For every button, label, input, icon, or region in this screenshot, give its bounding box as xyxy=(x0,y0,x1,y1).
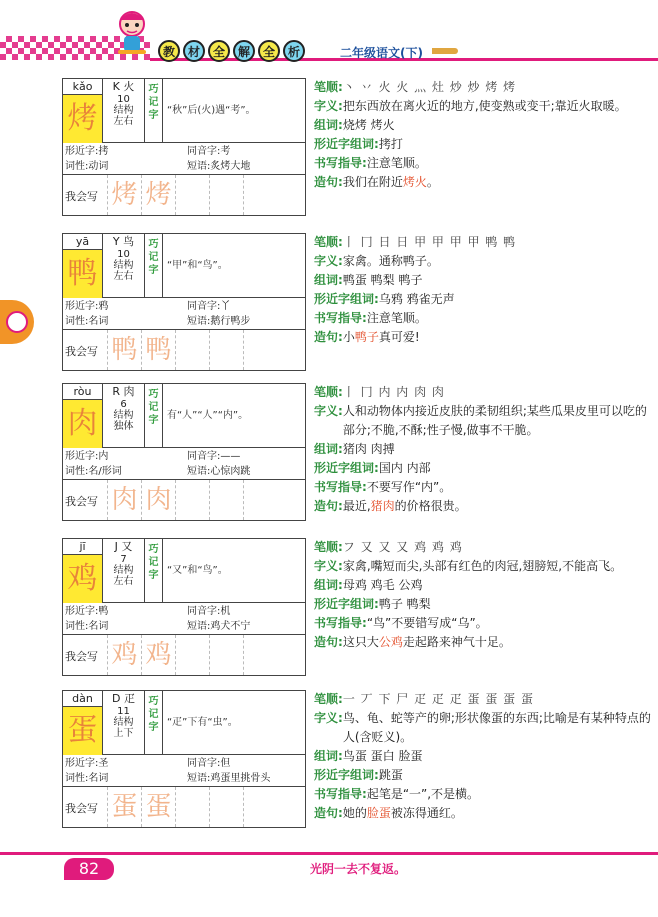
pinyin: dàn xyxy=(63,691,103,707)
writing-guide xyxy=(314,154,654,173)
stroke-order xyxy=(314,383,654,402)
mnemonic-tag-char: 字 xyxy=(148,722,159,733)
mnemonic-tag-char: 巧 xyxy=(148,389,159,400)
similar-char xyxy=(65,604,108,619)
char-relations xyxy=(63,298,305,330)
structure-value: 独体 xyxy=(113,421,134,432)
char-meta xyxy=(103,79,145,143)
value: 国内 内部 xyxy=(378,461,431,475)
value: 丨 冂 日 日 甲 甲 甲 甲 鸭 鸭 xyxy=(342,235,517,249)
label: 同音字: xyxy=(187,758,221,769)
value: 名词 xyxy=(88,316,109,327)
practice-box[interactable] xyxy=(209,787,243,827)
mnemonic-tag-char: 记 xyxy=(148,402,159,413)
word-formation xyxy=(314,747,654,766)
label: 组词: xyxy=(314,273,343,287)
homophone xyxy=(187,299,230,314)
meaning xyxy=(314,402,654,440)
value: 家禽。通称鸭子。 xyxy=(342,254,439,268)
similar-char xyxy=(65,144,108,159)
practice-box[interactable] xyxy=(175,787,209,827)
label: 形近字组词: xyxy=(314,597,379,611)
char-relations xyxy=(63,603,305,635)
label: 组词: xyxy=(314,578,343,592)
practice-char: 烤 xyxy=(107,175,141,215)
value: 起笔是“一”,不是横。 xyxy=(366,787,480,801)
mnemonic-tag-char: 记 xyxy=(148,252,159,263)
word-formation xyxy=(314,271,654,290)
value: 鸭 xyxy=(98,606,109,617)
value: 注意笔顺。 xyxy=(366,156,427,170)
practice-row xyxy=(63,330,305,370)
mnemonic-tag xyxy=(145,79,163,143)
phrase xyxy=(187,464,250,479)
sentence-text: 这只大 xyxy=(342,635,379,649)
value: 圣 xyxy=(98,758,109,769)
value: 机 xyxy=(220,606,231,617)
structure-value: 左右 xyxy=(113,116,134,127)
value: 猪肉 肉搏 xyxy=(342,442,395,456)
value: 家禽,嘴短而尖,头部有红色的肉冠,翅膀短,不能高飞。 xyxy=(342,559,623,573)
label: 笔顺: xyxy=(314,385,343,399)
label: 造句: xyxy=(314,330,343,344)
value: 乌鸦 鸦雀无声 xyxy=(378,292,455,306)
practice-row xyxy=(63,175,305,215)
sentence-text: 我们在附近 xyxy=(342,175,403,189)
mnemonic-tag-char: 记 xyxy=(148,557,159,568)
value: 鹅行鸭步 xyxy=(210,316,251,327)
title-char: 全 xyxy=(208,40,230,62)
phrase xyxy=(187,314,250,329)
practice-label: 我会写 xyxy=(65,650,98,663)
character-card xyxy=(62,538,306,676)
index-radical: J 又 xyxy=(114,540,133,553)
practice-label: 我会写 xyxy=(65,190,98,203)
value: 一 丆 下 尸 疋 疋 疋 蛋 蛋 蛋 蛋 xyxy=(342,692,534,706)
value: 丶 丷 火 火 灬 灶 炒 炒 烤 烤 xyxy=(342,80,517,94)
part-of-speech xyxy=(65,619,108,634)
practice-box[interactable] xyxy=(243,787,277,827)
label: 词性: xyxy=(65,621,89,632)
value: 名词 xyxy=(88,773,109,784)
label: 字义: xyxy=(314,99,343,113)
value: 名词 xyxy=(88,621,109,632)
similar-char-words xyxy=(314,595,654,614)
phrase xyxy=(187,619,250,634)
title-char: 解 xyxy=(233,40,255,62)
sentence-text: 真可爱! xyxy=(378,330,420,344)
character-info xyxy=(314,383,654,516)
label: 词性: xyxy=(65,466,89,477)
similar-char xyxy=(65,449,108,464)
label: 字义: xyxy=(314,711,343,725)
practice-char: 烤 xyxy=(141,175,175,215)
sentence-highlight: 公鸡 xyxy=(378,635,403,649)
label: 组词: xyxy=(314,749,343,763)
practice-box[interactable] xyxy=(209,175,243,215)
char-meta xyxy=(103,234,145,298)
label: 形近字组词: xyxy=(314,461,379,475)
character: 烤 xyxy=(63,95,103,143)
part-of-speech xyxy=(65,159,108,174)
label: 字义: xyxy=(314,404,343,418)
meaning xyxy=(314,252,654,271)
label: 形近字: xyxy=(65,758,99,769)
label: 笔顺: xyxy=(314,540,343,554)
character: 蛋 xyxy=(63,707,103,755)
label: 同音字: xyxy=(187,301,221,312)
value: 鸭子 鸭梨 xyxy=(378,597,431,611)
value: 鸭蛋 鸭梨 鸭子 xyxy=(342,273,423,287)
label: 短语: xyxy=(187,773,211,784)
writing-guide xyxy=(314,785,654,804)
sentence-text: 她的 xyxy=(342,806,367,820)
word-formation xyxy=(314,116,654,135)
label: 形近字组词: xyxy=(314,292,379,306)
pinyin: kǎo xyxy=(63,79,103,95)
label: 同音字: xyxy=(187,451,221,462)
mnemonic-tag-char: 记 xyxy=(148,97,159,108)
structure-value: 上下 xyxy=(113,728,134,739)
practice-char: 鸭 xyxy=(107,330,141,370)
structure-label: 结构 xyxy=(113,717,134,728)
practice-char: 鸭 xyxy=(141,330,175,370)
mnemonic-tag-char: 巧 xyxy=(148,84,159,95)
phrase xyxy=(187,771,270,786)
practice-char: 蛋 xyxy=(107,787,141,827)
practice-char: 鸡 xyxy=(141,635,175,675)
practice-box[interactable] xyxy=(243,635,277,675)
mnemonic-tag xyxy=(145,234,163,298)
mnemonic-tag xyxy=(145,539,163,603)
mnemonic-tag-char: 字 xyxy=(148,415,159,426)
label: 书写指导: xyxy=(314,311,367,325)
page-number: 82 xyxy=(64,858,114,880)
sentence-highlight: 脸蛋 xyxy=(366,806,391,820)
sentence-highlight: 烤火 xyxy=(402,175,427,189)
label: 造句: xyxy=(314,635,343,649)
mnemonic-text: “又”和“鸟”。 xyxy=(167,565,228,576)
practice-label: 我会写 xyxy=(65,802,98,815)
value: 鸟、龟、蛇等产的卵;形状像蛋的东西;比喻是有某种特点的人(含贬义)。 xyxy=(342,711,651,744)
title-char: 材 xyxy=(183,40,205,62)
mnemonic-tag-char: 巧 xyxy=(148,696,159,707)
value: 注意笔顺。 xyxy=(366,311,427,325)
mnemonic-tag-char: 巧 xyxy=(148,239,159,250)
label: 字义: xyxy=(314,254,343,268)
value: 母鸡 鸡毛 公鸡 xyxy=(342,578,423,592)
sentence-text: 的价格很贵。 xyxy=(394,499,467,513)
label: 短语: xyxy=(187,621,211,632)
practice-char: 肉 xyxy=(141,480,175,520)
footer-divider xyxy=(0,852,658,855)
char-meta xyxy=(103,691,145,755)
mnemonic-tag xyxy=(145,691,163,755)
value: 丫 xyxy=(220,301,231,312)
value: 但 xyxy=(220,758,231,769)
mascot-icon xyxy=(112,6,152,58)
value: 动词 xyxy=(88,161,109,172)
label: 形近字: xyxy=(65,451,99,462)
practice-box[interactable] xyxy=(209,635,243,675)
label: 字义: xyxy=(314,559,343,573)
word-formation xyxy=(314,576,654,595)
example-sentence xyxy=(314,497,654,516)
character: 肉 xyxy=(63,400,103,448)
value: 鸡蛋里挑骨头 xyxy=(210,773,271,784)
value: 人和动物体内接近皮肤的柔韧组织;某些瓜果皮里可以吃的部分;不脆,不酥;性子慢,做事不干脆。 xyxy=(342,404,647,437)
sentence-highlight: 鸭子 xyxy=(354,330,379,344)
writing-guide xyxy=(314,614,654,633)
character-card xyxy=(62,78,306,216)
character: 鸡 xyxy=(63,555,103,603)
pinyin: ròu xyxy=(63,384,103,400)
mnemonic-tag-char: 字 xyxy=(148,265,159,276)
practice-box[interactable] xyxy=(243,480,277,520)
index-radical: Y 鸟 xyxy=(112,235,135,248)
label: 笔顺: xyxy=(314,692,343,706)
character-info xyxy=(314,690,654,823)
character-card xyxy=(62,690,306,828)
label: 词性: xyxy=(65,161,89,172)
practice-box[interactable] xyxy=(175,175,209,215)
meaning xyxy=(314,709,654,747)
label: 短语: xyxy=(187,466,211,477)
writing-guide xyxy=(314,478,654,497)
label: 书写指导: xyxy=(314,480,367,494)
label: 笔顺: xyxy=(314,80,343,94)
pinyin: jī xyxy=(63,539,103,555)
similar-char-words xyxy=(314,459,654,478)
pinyin: yā xyxy=(63,234,103,250)
index-radical: D 疋 xyxy=(112,692,135,705)
structure-label: 结构 xyxy=(113,410,134,421)
page-header xyxy=(0,0,658,72)
value: 考 xyxy=(220,146,231,157)
example-sentence xyxy=(314,804,654,823)
value: 内 xyxy=(98,451,109,462)
phrase xyxy=(187,159,250,174)
value: 把东西放在离火近的地方,使变熟或变干;靠近火取暖。 xyxy=(342,99,627,113)
label: 短语: xyxy=(187,316,211,327)
title-char: 全 xyxy=(258,40,280,62)
practice-char: 肉 xyxy=(107,480,141,520)
char-meta xyxy=(103,539,145,603)
stroke-count: 10 xyxy=(117,94,130,105)
character-info xyxy=(314,78,654,192)
label: 书写指导: xyxy=(314,156,367,170)
label: 形近字: xyxy=(65,606,99,617)
homophone xyxy=(187,449,240,464)
example-sentence xyxy=(314,173,654,192)
label: 形近字组词: xyxy=(314,768,379,782)
label: 形近字: xyxy=(65,301,99,312)
label: 同音字: xyxy=(187,146,221,157)
label: 同音字: xyxy=(187,606,221,617)
practice-row xyxy=(63,480,305,520)
char-relations xyxy=(63,143,305,175)
structure-value: 左右 xyxy=(113,576,134,587)
label: 组词: xyxy=(314,442,343,456)
character-card xyxy=(62,383,306,521)
value: 丨 冂 内 内 肉 肉 xyxy=(342,385,445,399)
similar-char-words xyxy=(314,135,654,154)
title-char: 析 xyxy=(283,40,305,62)
label: 短语: xyxy=(187,161,211,172)
label: 词性: xyxy=(65,773,89,784)
value: 名/形词 xyxy=(88,466,122,477)
title-char: 教 xyxy=(158,40,180,62)
practice-char: 蛋 xyxy=(141,787,175,827)
stroke-count: 10 xyxy=(117,249,130,260)
grade-subtitle: 二年级语文(下) xyxy=(340,46,423,60)
writing-guide xyxy=(314,309,654,328)
practice-box[interactable] xyxy=(243,330,277,370)
sentence-text: 走起路来神气十足。 xyxy=(402,635,511,649)
value: 炙烤大地 xyxy=(210,161,251,172)
label: 形近字: xyxy=(65,146,99,157)
mnemonic-text: “疋”下有“虫”。 xyxy=(167,717,238,728)
mnemonic-tag-char: 记 xyxy=(148,709,159,720)
stroke-order xyxy=(314,690,654,709)
label: 词性: xyxy=(65,316,89,327)
mnemonic-tag xyxy=(145,384,163,448)
practice-box[interactable] xyxy=(243,175,277,215)
value: 跳蛋 xyxy=(378,768,403,782)
label: 书写指导: xyxy=(314,787,367,801)
example-sentence xyxy=(314,633,654,652)
word-formation xyxy=(314,440,654,459)
structure-label: 结构 xyxy=(113,105,134,116)
label: 造句: xyxy=(314,499,343,513)
label: 组词: xyxy=(314,118,343,132)
char-meta xyxy=(103,384,145,448)
similar-char-words xyxy=(314,766,654,785)
sentence-highlight: 猪肉 xyxy=(370,499,395,513)
mnemonic-text: 有“人”“人”“内”。 xyxy=(167,410,249,421)
stroke-order xyxy=(314,538,654,557)
mnemonic-tag-char: 字 xyxy=(148,570,159,581)
structure-value: 左右 xyxy=(113,271,134,282)
character-card xyxy=(62,233,306,371)
value: “鸟”不要错写成“乌”。 xyxy=(366,616,488,630)
index-radical: R 肉 xyxy=(112,385,135,398)
similar-char-words xyxy=(314,290,654,309)
sentence-text: 被冻得通红。 xyxy=(390,806,463,820)
meaning xyxy=(314,557,654,576)
example-sentence xyxy=(314,328,654,347)
homophone xyxy=(187,604,230,619)
structure-label: 结构 xyxy=(113,565,134,576)
part-of-speech xyxy=(65,464,122,479)
char-relations xyxy=(63,448,305,480)
mnemonic-tag-char: 字 xyxy=(148,110,159,121)
practice-char: 鸡 xyxy=(107,635,141,675)
value: 烧烤 烤火 xyxy=(342,118,395,132)
pencil-icon xyxy=(432,48,458,54)
book-title xyxy=(158,40,305,62)
stroke-count: 7 xyxy=(120,554,127,565)
practice-label: 我会写 xyxy=(65,495,98,508)
practice-box[interactable] xyxy=(175,330,209,370)
practice-box[interactable] xyxy=(209,330,243,370)
mnemonic-text: “秋”后(火)遇“考”。 xyxy=(167,105,256,116)
homophone xyxy=(187,756,230,771)
value: 不要写作“内”。 xyxy=(366,480,452,494)
stroke-order xyxy=(314,233,654,252)
label: 造句: xyxy=(314,806,343,820)
value: —— xyxy=(220,451,241,462)
character: 鸭 xyxy=(63,250,103,298)
value: 拷打 xyxy=(378,137,403,151)
side-tab xyxy=(0,300,34,344)
mnemonic-tag-char: 巧 xyxy=(148,544,159,555)
mnemonic-text: “甲”和“鸟”。 xyxy=(167,260,228,271)
practice-box[interactable] xyxy=(209,480,243,520)
stroke-count: 6 xyxy=(120,399,127,410)
meaning xyxy=(314,97,654,116)
part-of-speech xyxy=(65,771,108,786)
label: 笔顺: xyxy=(314,235,343,249)
value: 鸦 xyxy=(98,301,109,312)
label: 形近字组词: xyxy=(314,137,379,151)
sentence-text: 。 xyxy=(426,175,439,189)
sentence-text: 最近, xyxy=(342,499,371,513)
structure-label: 结构 xyxy=(113,260,134,271)
practice-row xyxy=(63,635,305,675)
footer-proverb: 光阴一去不复返。 xyxy=(310,862,407,876)
homophone xyxy=(187,144,230,159)
label: 造句: xyxy=(314,175,343,189)
practice-box[interactable] xyxy=(175,635,209,675)
char-relations xyxy=(63,755,305,787)
value: 鸡犬不宁 xyxy=(210,621,251,632)
value: 心惊肉跳 xyxy=(210,466,251,477)
part-of-speech xyxy=(65,314,108,329)
sentence-text: 小 xyxy=(342,330,355,344)
mascot-face-icon xyxy=(6,311,28,333)
value: フ 又 又 又 鸡 鸡 鸡 xyxy=(342,540,463,554)
practice-row xyxy=(63,787,305,827)
label: 书写指导: xyxy=(314,616,367,630)
stroke-order xyxy=(314,78,654,97)
practice-label: 我会写 xyxy=(65,345,98,358)
value: 拷 xyxy=(98,146,109,157)
value: 鸟蛋 蛋白 脸蛋 xyxy=(342,749,423,763)
practice-box[interactable] xyxy=(175,480,209,520)
character-info xyxy=(314,538,654,652)
character-info xyxy=(314,233,654,347)
similar-char xyxy=(65,756,108,771)
stroke-count: 11 xyxy=(117,706,130,717)
similar-char xyxy=(65,299,108,314)
index-radical: K 火 xyxy=(112,80,135,93)
